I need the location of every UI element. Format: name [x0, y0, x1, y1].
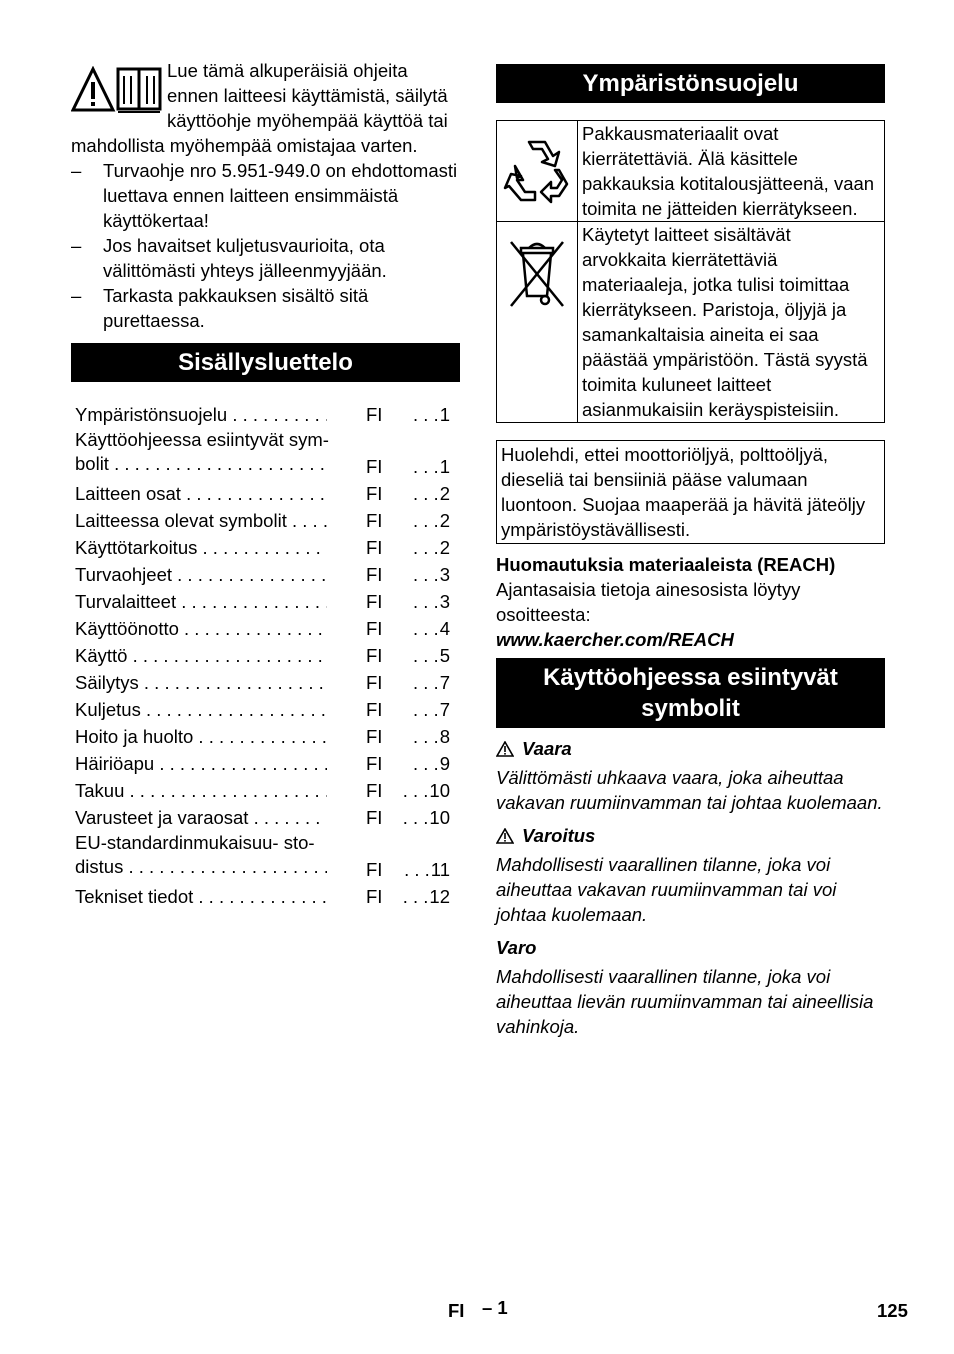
environment-heading: Ympäristönsuojelu: [496, 64, 885, 103]
toc-page: . . . 11: [404, 857, 450, 882]
symbols-heading: Käyttöohjeessa esiintyvät symbolit: [496, 658, 885, 728]
toc-page: . . . 1: [413, 402, 450, 427]
toc-page: . . . 2: [413, 508, 450, 533]
toc-entry[interactable]: [75, 429, 460, 481]
toc-entry[interactable]: [75, 508, 460, 535]
toc-page: . . . 5: [413, 643, 450, 668]
recycle-cell: [497, 121, 578, 222]
intro-bullets: [71, 158, 460, 333]
toc-entry[interactable]: [75, 562, 460, 589]
read-manual-icon: [118, 69, 160, 112]
toc-title: Tekniset tiedot . . .: [75, 884, 327, 909]
toc-page: . . . 1: [413, 454, 450, 479]
toc-title: Turvaohjeet . . .: [75, 562, 327, 587]
toc-lang: FI: [366, 591, 383, 612]
bin-text: Käytetyt laitteet sisältävät arvokkaita kierrätettäviä materiaaleja, jotka tulisi toimittaa kierrätykseen. Paristoja, öljyjä ja samankaltaisia aineita ei saa päästää ympäristöön. Tästä syystä toimita kuluneet laitteet asianmukaisiin keräyspisteisiin.: [578, 222, 885, 423]
toc-lang: FI: [366, 564, 383, 585]
signal-word-caution: [496, 935, 885, 960]
toc-lang: FI: [366, 510, 383, 531]
toc-title: Häiriöapu . . .: [75, 751, 327, 776]
toc-title: Hoito ja huolto . . .: [75, 724, 327, 749]
toc-title: Käyttöönotto . . .: [75, 616, 327, 641]
warning-and-manual-icons: [71, 66, 163, 114]
toc-page: . . . 7: [413, 697, 450, 722]
intro: [71, 58, 460, 158]
toc-entry[interactable]: [75, 884, 460, 911]
toc-entry[interactable]: [75, 616, 460, 643]
toc-entry[interactable]: [75, 751, 460, 778]
toc-lang: FI: [366, 404, 383, 425]
toc-title: Käyttöohjeessa esiintyvät sym-: [75, 429, 329, 450]
left-column: [71, 58, 460, 911]
toc-page: . . . 2: [413, 535, 450, 560]
bin-cell: [497, 222, 578, 423]
warning-triangle-icon: [73, 69, 113, 110]
toc-entry[interactable]: [75, 670, 460, 697]
reach-heading: Huomautuksia materiaaleista (REACH): [496, 554, 836, 575]
intro-text: Lue tämä alkuperäisiä ohjeita ennen laitteesi käyttämistä, säilytä käyttöohje myöhempää käyttöä tai mahdollista myöhempää omistajaa varten.: [71, 60, 448, 156]
toc-title: Takuu . . .: [75, 778, 327, 803]
toc-page: . . . 7: [413, 670, 450, 695]
toc-lang: FI: [366, 726, 383, 747]
toc-title: Käyttö . . .: [75, 643, 327, 668]
reach-text: Ajantasaisia tietoja ainesosista löytyy osoitteesta:: [496, 579, 801, 625]
toc-entry[interactable]: [75, 643, 460, 670]
toc-page: . . . 2: [413, 481, 450, 506]
signal-label: Varo: [496, 937, 537, 958]
toc-entry[interactable]: [75, 535, 460, 562]
toc-page: . . . 12: [403, 884, 450, 909]
toc-entry[interactable]: [75, 481, 460, 508]
toc-page: . . . 9: [413, 751, 450, 776]
toc-entry[interactable]: [75, 832, 460, 884]
toc-page: . . . 8: [413, 724, 450, 749]
toc-lang: FI: [366, 456, 383, 477]
toc-entry[interactable]: [75, 778, 460, 805]
toc-entry[interactable]: [75, 589, 460, 616]
toc-page: . . . 10: [403, 778, 450, 803]
signal-word-warning: [496, 823, 885, 848]
table-of-contents: [71, 402, 460, 911]
toc-lang: FI: [366, 699, 383, 720]
toc-page: . . . 10: [403, 805, 450, 830]
toc-title: EU-standardinmukaisuu- sto-: [75, 832, 315, 853]
toc-page: . . . 3: [413, 589, 450, 614]
toc-title-cont: bolit . . .: [75, 451, 327, 476]
toc-title: Laitteessa olevat symbolit . . .: [75, 508, 327, 533]
crossed-bin-icon: [505, 236, 569, 310]
warning-icon: [496, 828, 514, 844]
footer-lang: FI: [448, 1300, 465, 1321]
toc-title: Turvalaitteet . . .: [75, 589, 327, 614]
signal-text: Mahdollisesti vaarallinen tilanne, joka voi aiheuttaa lievän ruumiinvamman tai aineellisia vahinkoja.: [496, 966, 874, 1037]
table-row: [497, 222, 885, 423]
page-number: 125: [877, 1300, 908, 1321]
recycle-icon: [499, 130, 575, 206]
toc-title: Käyttötarkoitus . . .: [75, 535, 327, 560]
toc-lang: FI: [366, 886, 383, 907]
toc-lang: FI: [366, 483, 383, 504]
toc-lang: FI: [366, 753, 383, 774]
toc-title: Ympäristönsuojelu . . .: [75, 402, 327, 427]
toc-title: Laitteen osat . . .: [75, 481, 327, 506]
toc-lang: FI: [366, 672, 383, 693]
table-row: [497, 121, 885, 222]
toc-lang: FI: [366, 618, 383, 639]
signal-text: Välittömästi uhkaava vaara, joka aiheuttaa vakavan ruumiinvamman tai johtaa kuolemaan.: [496, 767, 883, 813]
signal-word-danger: [496, 736, 885, 761]
footer-section-page: – 1: [482, 1297, 508, 1318]
toc-heading: Sisällysluettelo: [71, 343, 460, 382]
toc-title: Kuljetus . . .: [75, 697, 327, 722]
oil-note: Huolehdi, ettei moottoriöljyä, polttoöljyä, dieseliä tai bensiiniä pääse valumaan luontoon. Suojaa maaperää ja hävitä jäteöljy ympäristöystävällisesti.: [496, 440, 885, 544]
toc-entry[interactable]: [75, 697, 460, 724]
recycle-text: Pakkausmateriaalit ovat kierrätettäviä. Älä käsittele pakkauksia kotitalousjätteenä, vaan toimita ne jätteiden kierrätykseen.: [578, 121, 885, 222]
toc-title-cont: distus . . .: [75, 854, 327, 879]
toc-lang: FI: [366, 807, 383, 828]
list-item: – Tarkasta pakkauksen sisältö sitä purettaessa.: [71, 283, 460, 333]
toc-title: Säilytys . . .: [75, 670, 327, 695]
toc-entry[interactable]: [75, 402, 460, 429]
toc-lang: FI: [366, 859, 383, 880]
toc-entry[interactable]: [75, 805, 460, 832]
toc-page: . . . 3: [413, 562, 450, 587]
right-column: [496, 58, 885, 1039]
signal-label: Varoitus: [522, 825, 596, 846]
list-item: – Turvaohje nro 5.951-949.0 on ehdottomasti luettava ennen laitteen ensimmäistä käyttökertaa!: [71, 158, 460, 233]
environment-table: [496, 120, 885, 423]
signal-label: Vaara: [522, 738, 572, 759]
reach-link[interactable]: www.kaercher.com/REACH: [496, 629, 734, 650]
warning-icon: [496, 741, 514, 757]
signal-text: Mahdollisesti vaarallinen tilanne, joka voi aiheuttaa vakavan ruumiinvamman tai voi johtaa kuolemaan.: [496, 854, 837, 925]
toc-page: . . . 4: [413, 616, 450, 641]
toc-lang: FI: [366, 780, 383, 801]
toc-lang: FI: [366, 537, 383, 558]
toc-title: Varusteet ja varaosat . . .: [75, 805, 327, 830]
list-item: – Jos havaitset kuljetusvaurioita, ota välittömästi yhteys jälleenmyyjään.: [71, 233, 460, 283]
toc-lang: FI: [366, 645, 383, 666]
toc-entry[interactable]: [75, 724, 460, 751]
